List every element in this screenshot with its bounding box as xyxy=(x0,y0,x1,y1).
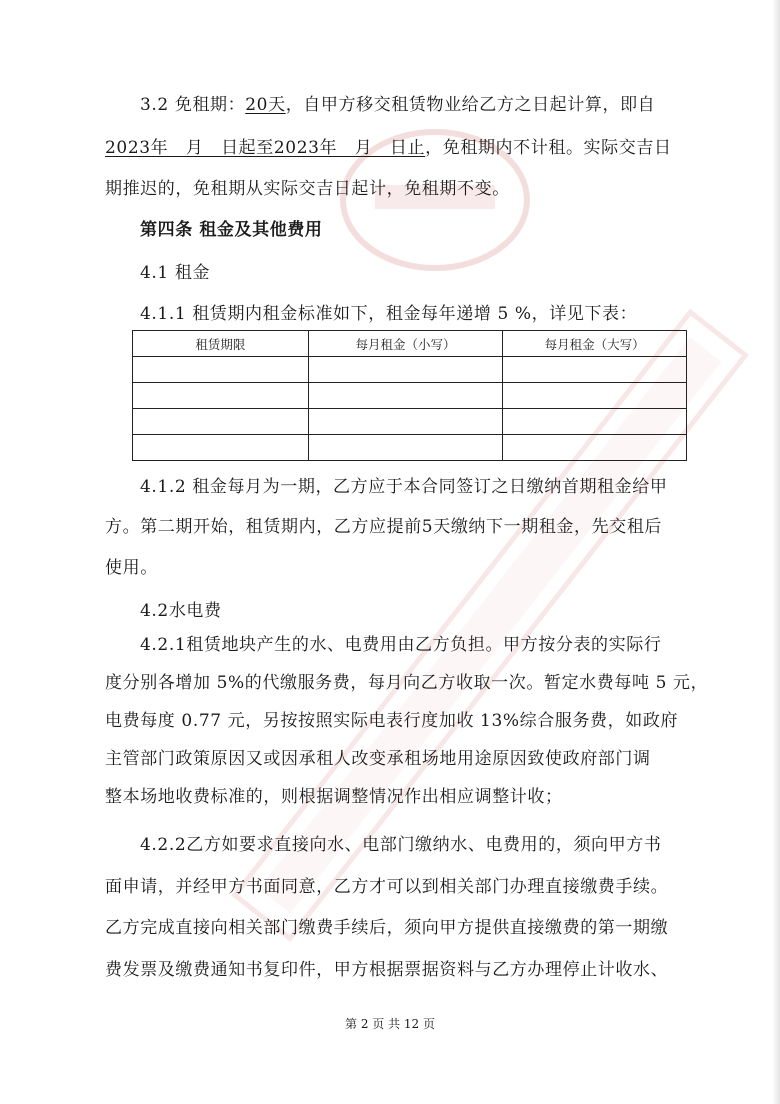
clause-3-2-number: 3.2 免租期： xyxy=(140,95,246,115)
table-cell xyxy=(308,409,503,435)
clause-3-2-line-1 xyxy=(140,90,655,115)
rent-free-days: 20天 xyxy=(245,95,286,115)
section-4-1-heading: 4.1 租金 xyxy=(140,263,211,283)
table-cell xyxy=(503,383,687,409)
table-row xyxy=(133,435,687,461)
header-lease-period: 租赁期限 xyxy=(133,331,309,357)
table-row xyxy=(133,383,687,409)
section-4-1-2-line-1: 4.1.2 租金每月为一期，乙方应于本合同签订之日缴纳首期租金给甲 xyxy=(140,477,668,497)
section-4-2-1-line-3: 电费每度 0.77 元，另按按照实际电表行度加收 13%综合服务费，如政府 xyxy=(105,711,679,731)
rent-free-period-dates: 2023年 月 日起至2023年 月 日止 xyxy=(105,138,426,158)
table-cell xyxy=(503,435,687,461)
table-cell xyxy=(308,383,503,409)
section-4-2-2-line-3: 乙方完成直接向相关部门缴费手续后，须向甲方提供直接缴费的第一期缴 xyxy=(105,918,669,938)
table-cell xyxy=(308,435,503,461)
header-monthly-rent-figures: 每月租金（小写） xyxy=(308,331,503,357)
section-4-2-2-line-4: 费发票及缴费通知书复印件，甲方根据票据资料与乙方办理停止计收水、 xyxy=(105,960,669,980)
rent-table xyxy=(132,330,687,461)
table-cell xyxy=(503,357,687,383)
section-4-2-1-line-2: 度分别各增加 5%的代缴服务费，每月向乙方收取一次。暂定水费每吨 5 元， xyxy=(105,673,709,693)
article-4-title: 第四条 租金及其他费用 xyxy=(140,220,323,240)
page-footer: 第 2 页 共 12 页 xyxy=(345,1017,435,1031)
section-4-2-heading: 4.2水电费 xyxy=(140,601,222,621)
page-edge-shadow xyxy=(772,0,780,1104)
section-4-2-2-line-2: 面申请，并经甲方书面同意，乙方才可以到相关部门办理直接缴费手续。 xyxy=(105,877,669,897)
section-4-2-1-line-5: 整本场地收费标准的，则根据调整情况作出相应调整计收； xyxy=(105,787,563,807)
section-4-2-1-line-1: 4.2.1租赁地块产生的水、电费用由乙方负担。甲方按分表的实际行 xyxy=(140,635,662,655)
clause-3-2-line-2 xyxy=(105,133,672,158)
table-row xyxy=(133,409,687,435)
header-monthly-rent-words: 每月租金（大写） xyxy=(503,331,687,357)
table-cell xyxy=(133,435,309,461)
table-cell xyxy=(308,357,503,383)
clause-3-2-text-1: ，自甲方移交租赁物业给乙方之日起计算，即自 xyxy=(285,95,656,115)
rent-table-header-row xyxy=(133,331,687,357)
clause-3-2-line-3: 期推迟的，免租期从实际交吉日起计，免租期不变。 xyxy=(105,179,510,199)
section-4-1-2-line-2: 方。第二期开始，租赁期内，乙方应提前5天缴纳下一期租金，先交租后 xyxy=(105,517,663,537)
section-4-2-1-line-4: 主管部门政策原因又或因承租人改变承租场地用途原因致使政府部门调 xyxy=(105,749,651,769)
table-cell xyxy=(133,357,309,383)
table-row xyxy=(133,357,687,383)
section-4-1-2-line-3: 使用。 xyxy=(105,558,158,578)
section-4-1-1: 4.1.1 租赁期内租金标准如下，租金每年递增 5 %，详见下表： xyxy=(140,304,638,324)
section-4-2-2-line-1: 4.2.2乙方如要求直接向水、电部门缴纳水、电费用的，须向甲方书 xyxy=(140,835,662,855)
table-cell xyxy=(133,383,309,409)
clause-3-2-text-2: ，免租期内不计租。实际交吉日 xyxy=(425,138,672,158)
table-cell xyxy=(503,409,687,435)
table-cell xyxy=(133,409,309,435)
